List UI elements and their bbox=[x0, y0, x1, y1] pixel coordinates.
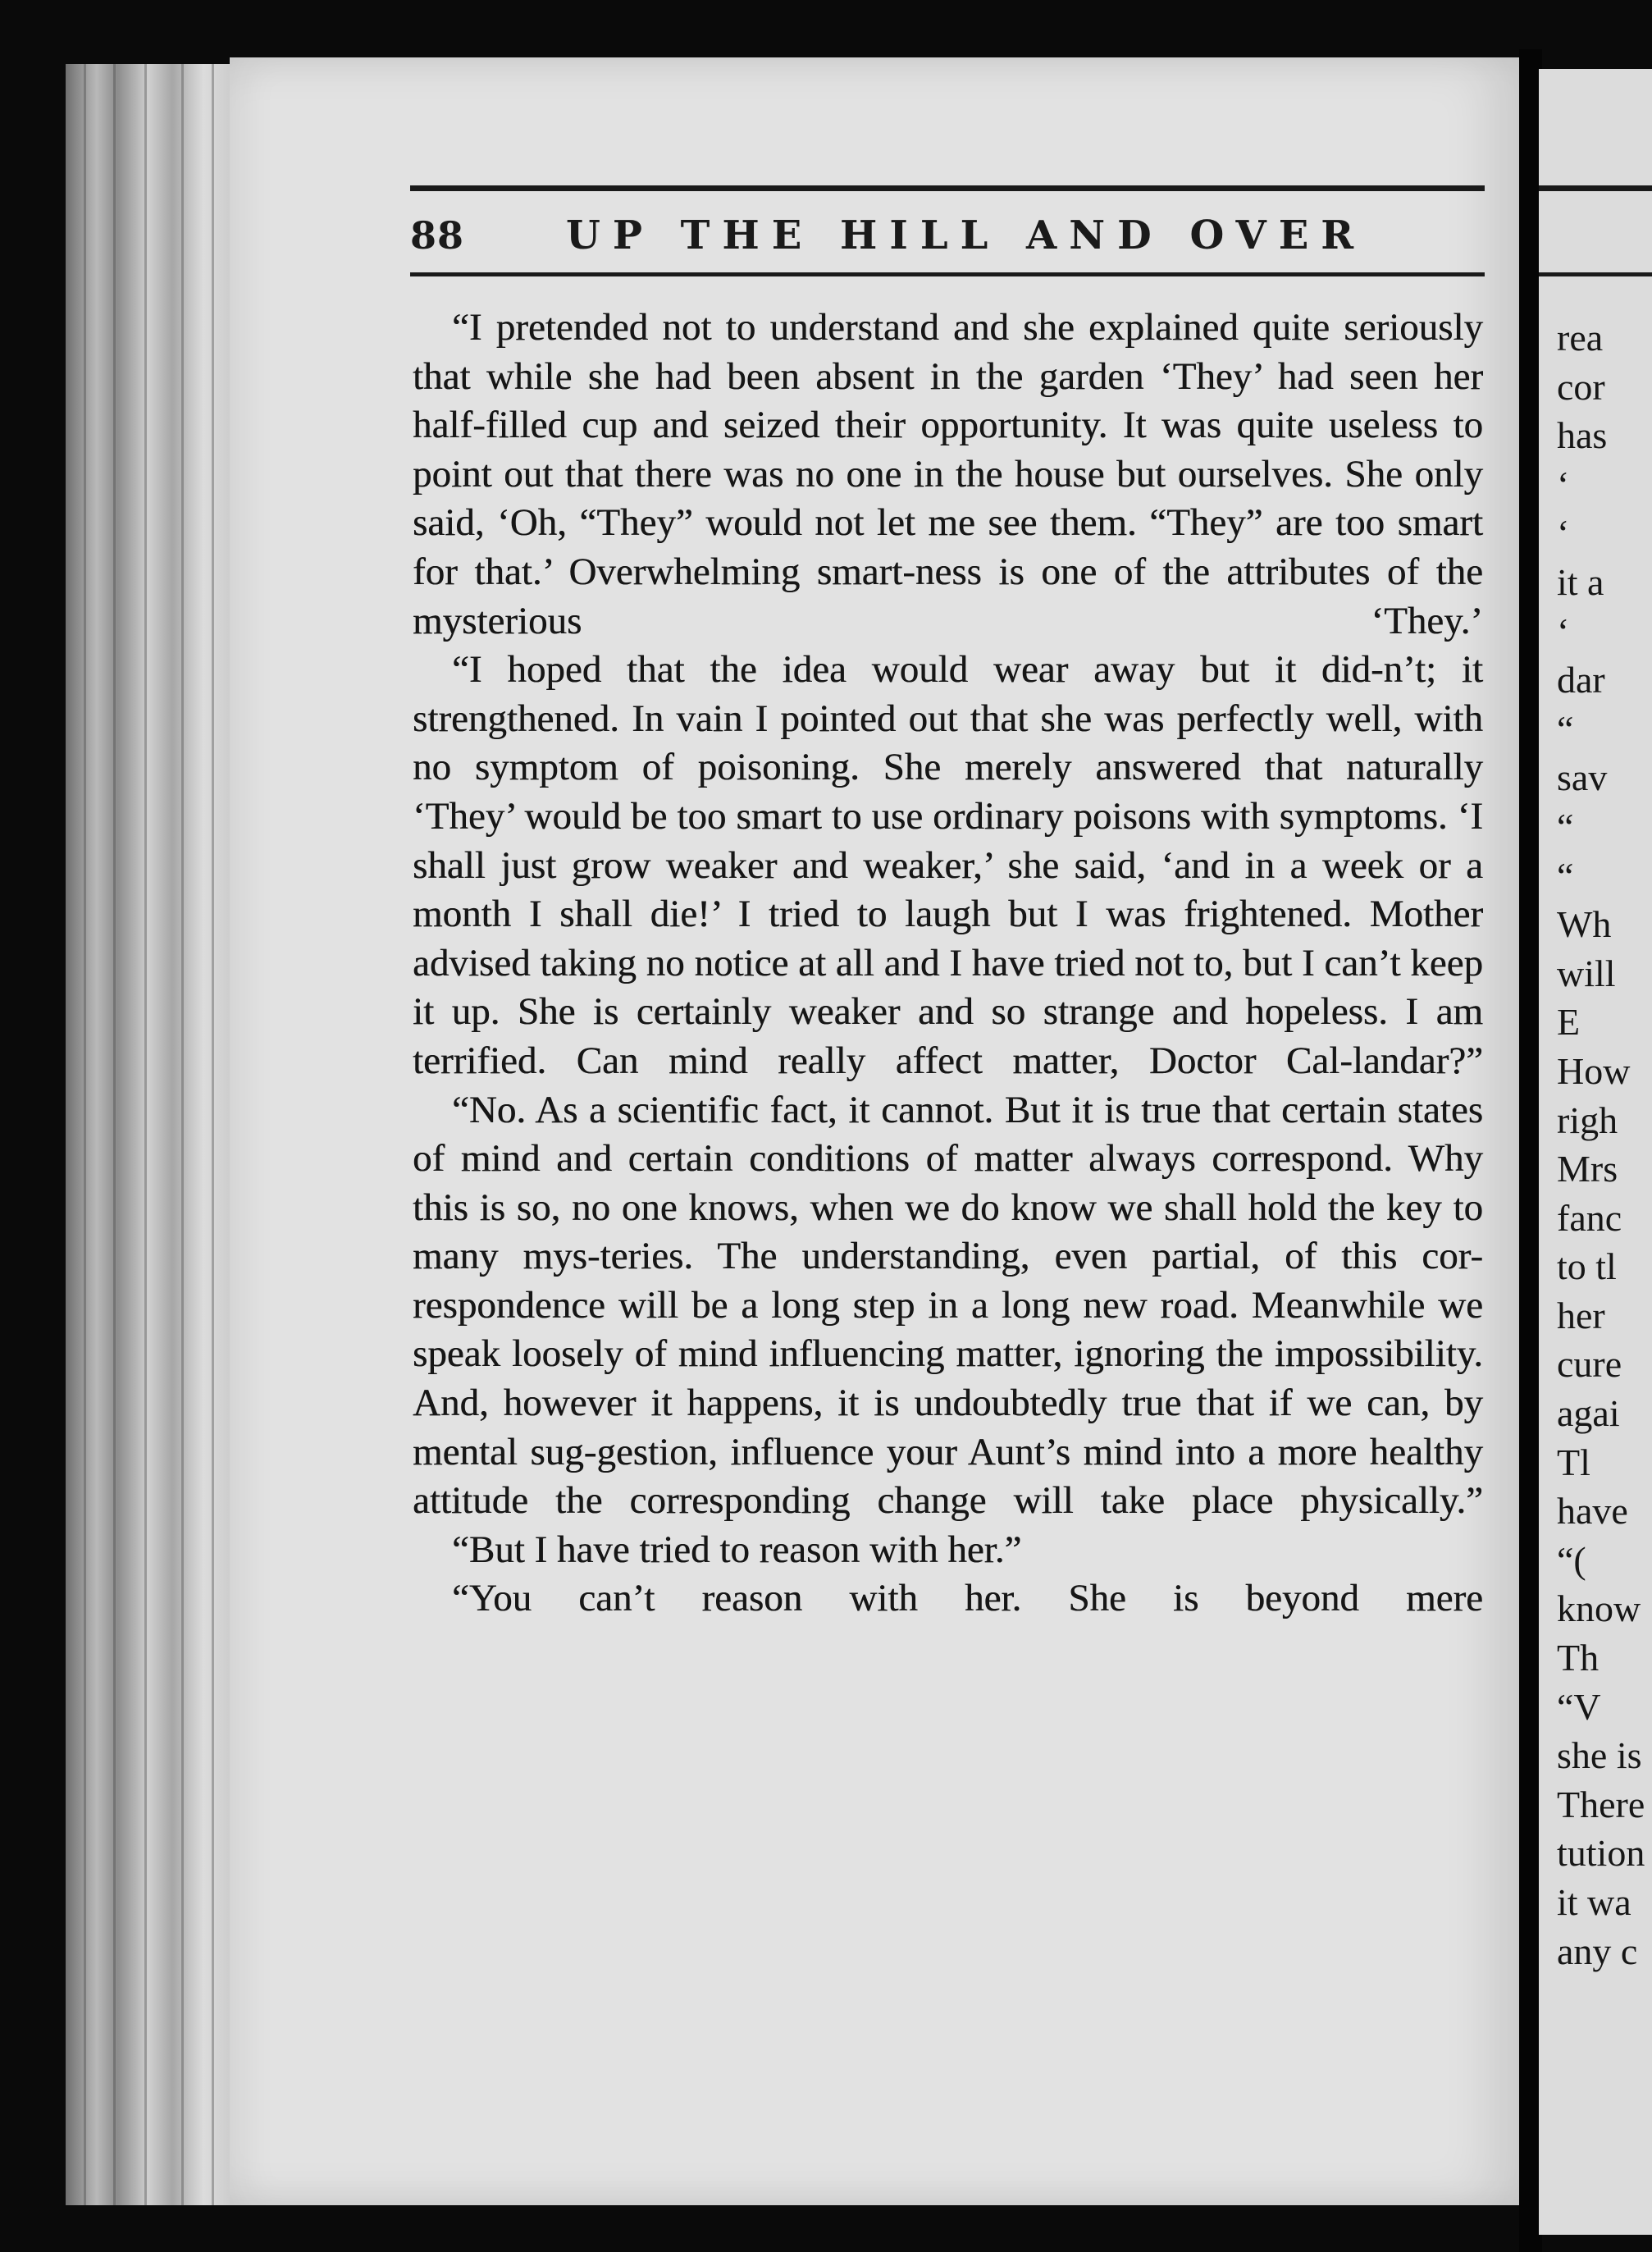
facing-page-line: it wa bbox=[1557, 1881, 1631, 1923]
facing-page-line: ‘ bbox=[1557, 463, 1570, 505]
facing-page-line: it a bbox=[1557, 560, 1604, 603]
facing-page-line: “ bbox=[1557, 707, 1574, 750]
facing-page-line: “ bbox=[1557, 854, 1574, 897]
facing-head-rule bbox=[1539, 272, 1652, 276]
facing-page-line: rea bbox=[1557, 317, 1604, 359]
paragraph: “You can’t reason with her. She is beyond mere bbox=[452, 1577, 1483, 1620]
facing-page-line: righ bbox=[1557, 1099, 1618, 1141]
facing-page-line: agai bbox=[1557, 1392, 1620, 1435]
paragraph: “No. As a scientific fact, it cannot. But it is true that certain states of mind and certain conditions of matter always correspond. Why this is so, no one knows, when we do know we shall hold the key to many mys-teries. The understanding, even partial, of this cor-respondence will be a long step in a long new road. Meanwhile we speak loosely of mind influencing matter, ignoring the impossibility. And, however it happens, it is undoubtedly true that if we can, by mental sug-gestion, influence your Aunt’s mind into a more healthy attitude the corresponding change will take place physically.” bbox=[413, 1088, 1483, 1523]
facing-page-line: cure bbox=[1557, 1343, 1622, 1386]
facing-page-line: she is bbox=[1557, 1734, 1642, 1777]
facing-page-line: tution bbox=[1557, 1832, 1645, 1875]
facing-page-text bbox=[1557, 313, 1652, 1976]
facing-page-line: her bbox=[1557, 1294, 1605, 1336]
top-rule bbox=[410, 185, 1485, 191]
facing-page-line: “ bbox=[1557, 805, 1574, 847]
page-number: 88 bbox=[410, 213, 465, 258]
running-head bbox=[410, 207, 1485, 264]
facing-page-line: Th bbox=[1557, 1637, 1600, 1679]
paragraph: “I pretended not to understand and she explained quite seriously that while she had been absent in the garden ‘They’ had seen her half-filled cup and seized their opportunity. It was quite useless to point out that there was no one in the house but ourselves. She only said, ‘Oh, “They” would not let me see them. “They” are too smart for that.’ Overwhelming smart-ness is one of the attributes of the mysterious ‘They.’ bbox=[413, 306, 1483, 642]
facing-page-line: Tl bbox=[1557, 1441, 1590, 1483]
facing-page-line: will bbox=[1557, 952, 1616, 994]
facing-page-line: cor bbox=[1557, 365, 1605, 408]
facing-page-line: “V bbox=[1557, 1685, 1601, 1728]
facing-page-line: E bbox=[1557, 1001, 1581, 1044]
facing-page-line: Mrs bbox=[1557, 1148, 1618, 1190]
facing-page-line: have bbox=[1557, 1490, 1628, 1533]
facing-page-line: know bbox=[1557, 1587, 1641, 1630]
paragraph: “I hoped that the idea would wear away but it did-n’t; it strengthened. In vain I pointed out that she was perfectly well, with no symptom of poisoning. She merely answered that naturally ‘They’ would be too smart to use ordinary poisons with symptoms. ‘I shall just grow weaker and weaker,’ she said, ‘and in a week or a month I shall die!’ I tried to laugh but I was frightened. Mother advised taking no notice at all and I have tried not to, but I can’t keep it up. She is certainly weaker and so strange and hopeless. I am terrified. Can mind really affect matter, Doctor Cal-landar?” bbox=[413, 648, 1483, 1082]
facing-page-line: “( bbox=[1557, 1538, 1586, 1581]
facing-page-line: fanc bbox=[1557, 1196, 1622, 1239]
facing-page-line: any c bbox=[1557, 1930, 1638, 1972]
facing-page-line: dar bbox=[1557, 659, 1605, 701]
head-rule bbox=[410, 272, 1485, 276]
facing-page-line: to tl bbox=[1557, 1245, 1617, 1288]
page-edge-stack bbox=[66, 64, 238, 2205]
facing-page-line: ‘ bbox=[1557, 610, 1570, 652]
facing-page-line: There bbox=[1557, 1783, 1645, 1825]
facing-page bbox=[1539, 69, 1652, 2235]
book-title: UP THE HILL AND OVER bbox=[566, 212, 1367, 258]
facing-page-line: has bbox=[1557, 414, 1608, 457]
body-text bbox=[413, 304, 1483, 1624]
facing-page-line: Wh bbox=[1557, 903, 1612, 946]
facing-page-line: ‘ bbox=[1557, 512, 1570, 555]
facing-page-line: sav bbox=[1557, 756, 1608, 799]
facing-top-rule bbox=[1539, 185, 1652, 191]
facing-page-line: How bbox=[1557, 1049, 1631, 1092]
paragraph: “But I have tried to reason with her.” bbox=[452, 1528, 1022, 1571]
